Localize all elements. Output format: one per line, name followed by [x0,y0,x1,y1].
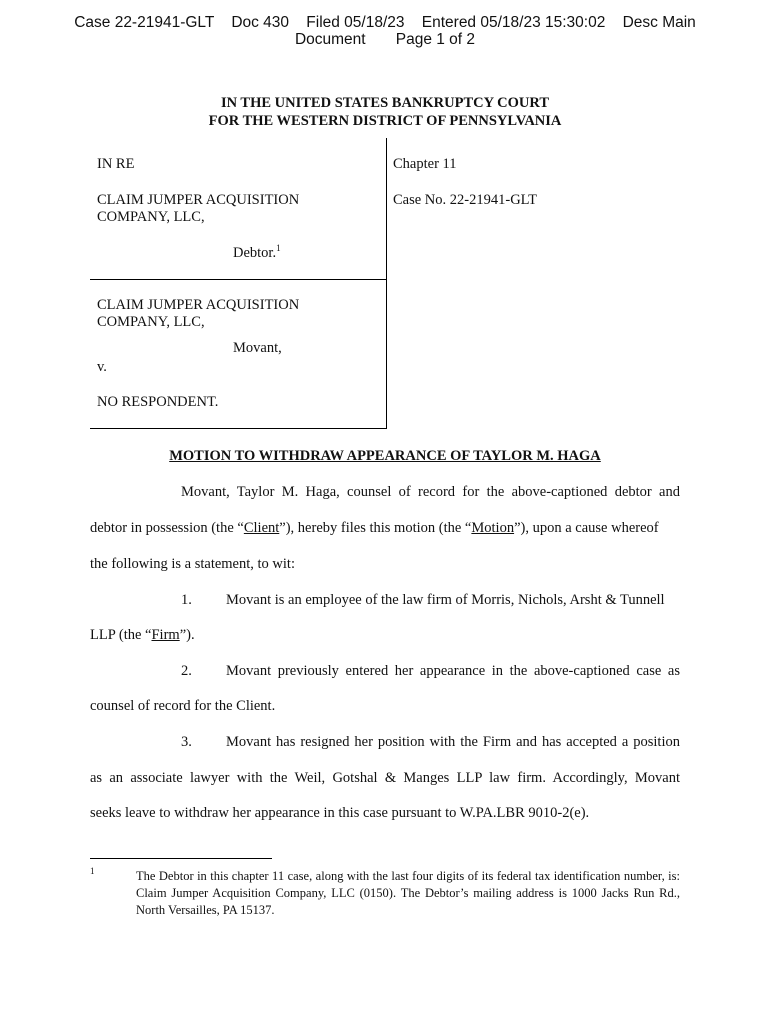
intro-text-segment: ”), upon a cause whereof [514,520,659,536]
filed-date-stamp: Filed 05/18/23 [306,14,405,31]
intro-text-segment: debtor in possession (the “ [90,520,244,536]
document-label-stamp: Document [294,31,366,48]
paragraph-3-line-3: seeks leave to withdraw her appearance in this case pursuant to W.PA.LBR 9010-2(e). [90,805,590,821]
entered-date-stamp: Entered 05/18/23 15:30:02 [421,14,606,31]
motion-title: MOTION TO WITHDRAW APPEARANCE OF TAYLOR M. HAGA [169,448,601,464]
debtor-label-text: Debtor. [233,245,277,261]
caption-left-column [90,138,387,428]
movant-label: Movant, [233,340,282,356]
movant-name-line-2: COMPANY, LLC, [97,314,205,330]
intro-text-segment: ”), hereby files this motion (the “ [279,520,472,536]
court-heading-line-2: FOR THE WESTERN DISTRICT OF PENNSYLVANIA [208,113,562,129]
debtor-name-line-2: COMPANY, LLC, [97,209,205,225]
ecf-header-line-1 [0,14,770,31]
ecf-header [0,14,770,48]
footnote-text: The Debtor in this chapter 11 case, along with the last four digits of its federal tax identification number, is: Claim Jumper Acquisition Company, LLC (0150). The Debtor’s mailing address is 1000 Jacks Run Rd., North Versailles, PA 15137. [136,869,680,917]
intro-line-1: Movant, Taylor M. Haga, counsel of record for the above-captioned debtor and [181,484,680,500]
doc-number-stamp: Doc 430 [231,14,290,31]
case-number-stamp: Case 22-21941-GLT [74,14,215,31]
respondent-label: NO RESPONDENT. [97,394,219,410]
case-caption [90,138,690,430]
intro-line-3: the following is a statement, to wit: [90,556,295,572]
footnote-separator [90,858,272,859]
paragraph-1-line-1: Movant is an employee of the law firm of Morris, Nichols, Arsht & Tunnell [226,592,665,608]
ecf-header-line-2 [0,31,770,48]
chapter-label: Chapter 11 [393,156,457,172]
court-heading [0,94,770,130]
footnote-reference: 1 [276,243,281,253]
paragraph-1-line-2 [90,627,195,644]
paragraph-3-number: 3. [181,734,192,750]
footnote-number: 1 [90,866,95,876]
debtor-label [233,245,281,262]
paragraph-text-segment: ”). [179,627,195,643]
page-count-stamp: Page 1 of 2 [395,31,476,48]
caption-bottom-rule [90,428,387,429]
paragraph-3-line-1: Movant has resigned her position with the Firm and has accepted a position [226,734,680,750]
paragraph-2-line-2: counsel of record for the Client. [90,698,276,714]
debtor-name-line-1: CLAIM JUMPER ACQUISITION [97,192,300,208]
in-re-label: IN RE [97,156,135,172]
defined-term-firm: Firm [151,627,180,643]
paragraph-2-number: 2. [181,663,192,679]
paragraph-1-number: 1. [181,592,192,608]
paragraph-3-line-2: as an associate lawyer with the Weil, Gotshal & Manges LLP law firm. Accordingly, Movant [90,770,680,786]
caption-divider [90,279,386,280]
court-heading-line-1: IN THE UNITED STATES BANKRUPTCY COURT [220,95,550,111]
versus-label: v. [97,359,107,375]
paragraph-text-segment: LLP (the “ [90,627,152,643]
paragraph-2-line-1: Movant previously entered her appearance in the above-captioned case as [226,663,680,679]
defined-term-motion: Motion [471,520,515,536]
movant-name-line-1: CLAIM JUMPER ACQUISITION [97,297,300,313]
defined-term-client: Client [243,520,280,536]
case-number-label: Case No. 22-21941-GLT [393,192,538,208]
intro-line-2 [90,520,659,537]
desc-stamp: Desc Main [622,14,696,31]
